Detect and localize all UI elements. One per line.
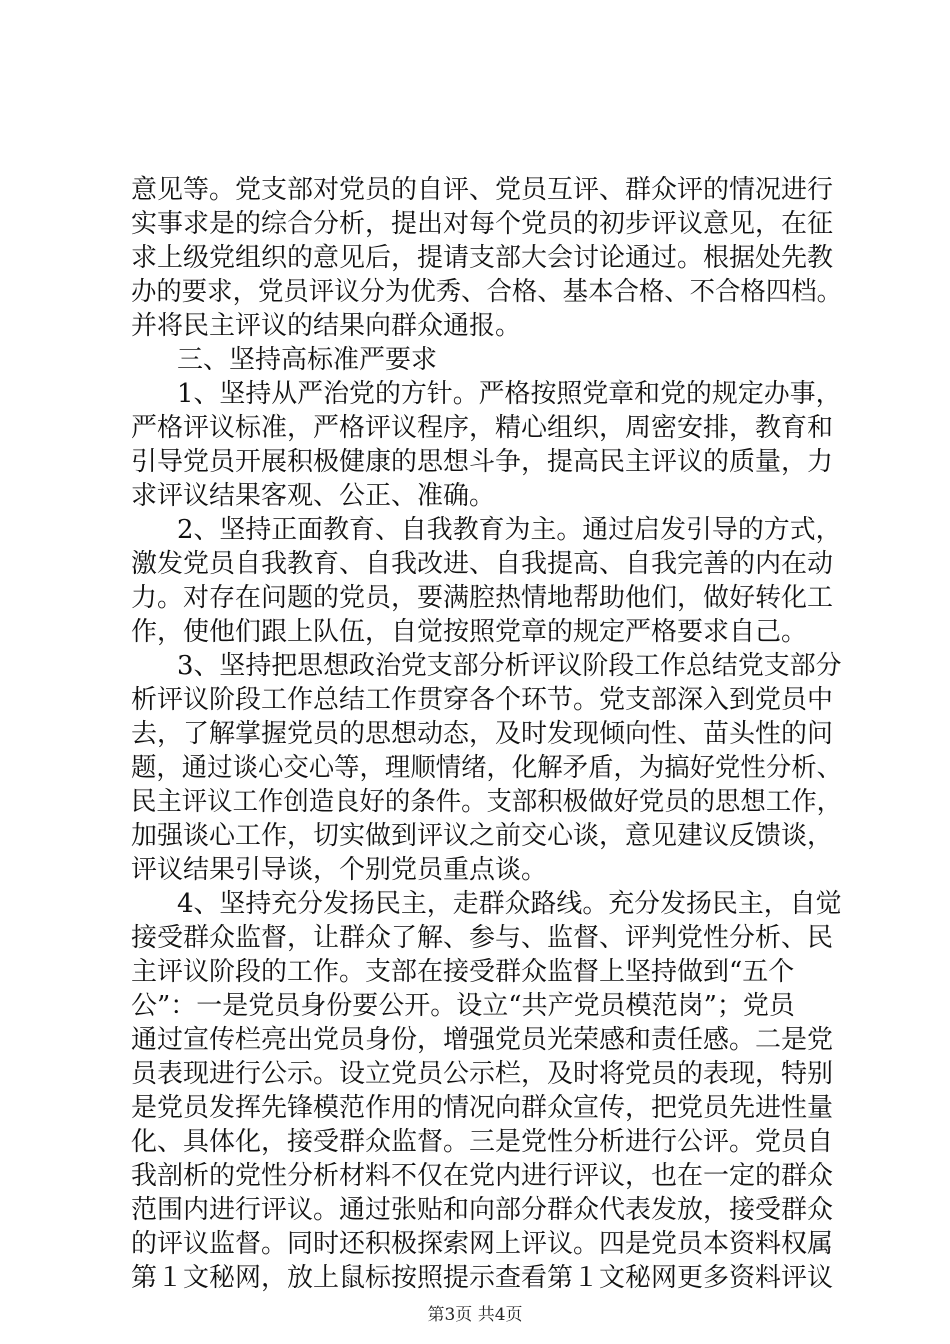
text-line: 加强谈心工作，切实做到评议之前交心谈，意见建议反馈谈， <box>131 821 834 851</box>
text-line: 第１文秘网，放上鼠标按照提示查看第１文秘网更多资料评议 <box>131 1263 834 1293</box>
text-line: 作，使他们跟上队伍，自觉按照党章的规定严格要求自己。 <box>131 617 808 647</box>
text-line: 的评议监督。同时还积极探索网上评议。四是党员本资料权属 <box>131 1229 834 1259</box>
text-line: 意见等。党支部对党员的自评、党员互评、群众评的情况进行 <box>131 175 834 205</box>
text-line: 民主评议工作创造良好的条件。支部积极做好党员的思想工作， <box>131 787 843 817</box>
text-line: 化、具体化，接受群众监督。三是党性分析进行公评。党员自 <box>131 1127 834 1157</box>
text-line: 主评议阶段的工作。支部在接受群众监督上坚持做到“五个 <box>131 957 795 987</box>
text-line: 4、坚持充分发扬民主，走群众路线。充分发扬民主，自觉 <box>177 889 842 919</box>
text-line: 是党员发挥先锋模范作用的情况向群众宣传，把党员先进性量 <box>131 1093 834 1123</box>
text-line: 析评议阶段工作总结工作贯穿各个环节。党支部深入到党员中 <box>131 685 834 715</box>
text-line: 3、坚持把思想政治党支部分析评议阶段工作总结党支部分 <box>177 651 842 681</box>
text-line: 激发党员自我教育、自我改进、自我提高、自我完善的内在动 <box>131 549 834 579</box>
section-heading: 三、坚持高标准严要求 <box>177 345 438 375</box>
text-line: 通过宣传栏亮出党员身份，增强党员光荣感和责任感。二是党 <box>131 1025 834 1055</box>
text-line: 我剖析的党性分析材料不仅在党内进行评议，也在一定的群众 <box>131 1161 834 1191</box>
text-line: 严格评议标准，严格评议程序，精心组织，周密安排，教育和 <box>131 413 834 443</box>
text-line: 2、坚持正面教育、自我教育为主。通过启发引导的方式， <box>177 515 842 545</box>
page-number-footer: 第3页 共4页 <box>427 1305 523 1325</box>
text-line: 实事求是的综合分析，提出对每个党员的初步评议意见，在征 <box>131 209 834 239</box>
text-line: 引导党员开展积极健康的思想斗争，提高民主评议的质量，力 <box>131 447 834 477</box>
text-line: 力。对存在问题的党员，要满腔热情地帮助他们，做好转化工 <box>131 583 834 613</box>
text-line: 1、坚持从严治党的方针。严格按照党章和党的规定办事， <box>177 379 842 409</box>
text-line: 员表现进行公示。设立党员公示栏，及时将党员的表现，特别 <box>131 1059 834 1089</box>
text-line: 求评议结果客观、公正、准确。 <box>131 481 496 511</box>
text-line: 求上级党组织的意见后，提请支部大会讨论通过。根据处先教 <box>131 243 834 273</box>
text-line: 并将民主评议的结果向群众通报。 <box>131 311 522 341</box>
text-line: 评议结果引导谈，个别党员重点谈。 <box>131 855 548 885</box>
text-line: 接受群众监督，让群众了解、参与、监督、评判党性分析、民 <box>131 923 834 953</box>
text-line: 去，了解掌握党员的思想动态，及时发现倾向性、苗头性的问 <box>131 719 834 749</box>
text-line: 题，通过谈心交心等，理顺情绪，化解矛盾，为搞好党性分析、 <box>131 753 843 783</box>
text-line: 范围内进行评议。通过张贴和向部分群众代表发放，接受群众 <box>131 1195 834 1225</box>
text-line: 办的要求，党员评议分为优秀、合格、基本合格、不合格四档。 <box>131 277 843 307</box>
text-line: 公”：一是党员身份要公开。设立“共产党员模范岗”；党员 <box>131 991 795 1021</box>
